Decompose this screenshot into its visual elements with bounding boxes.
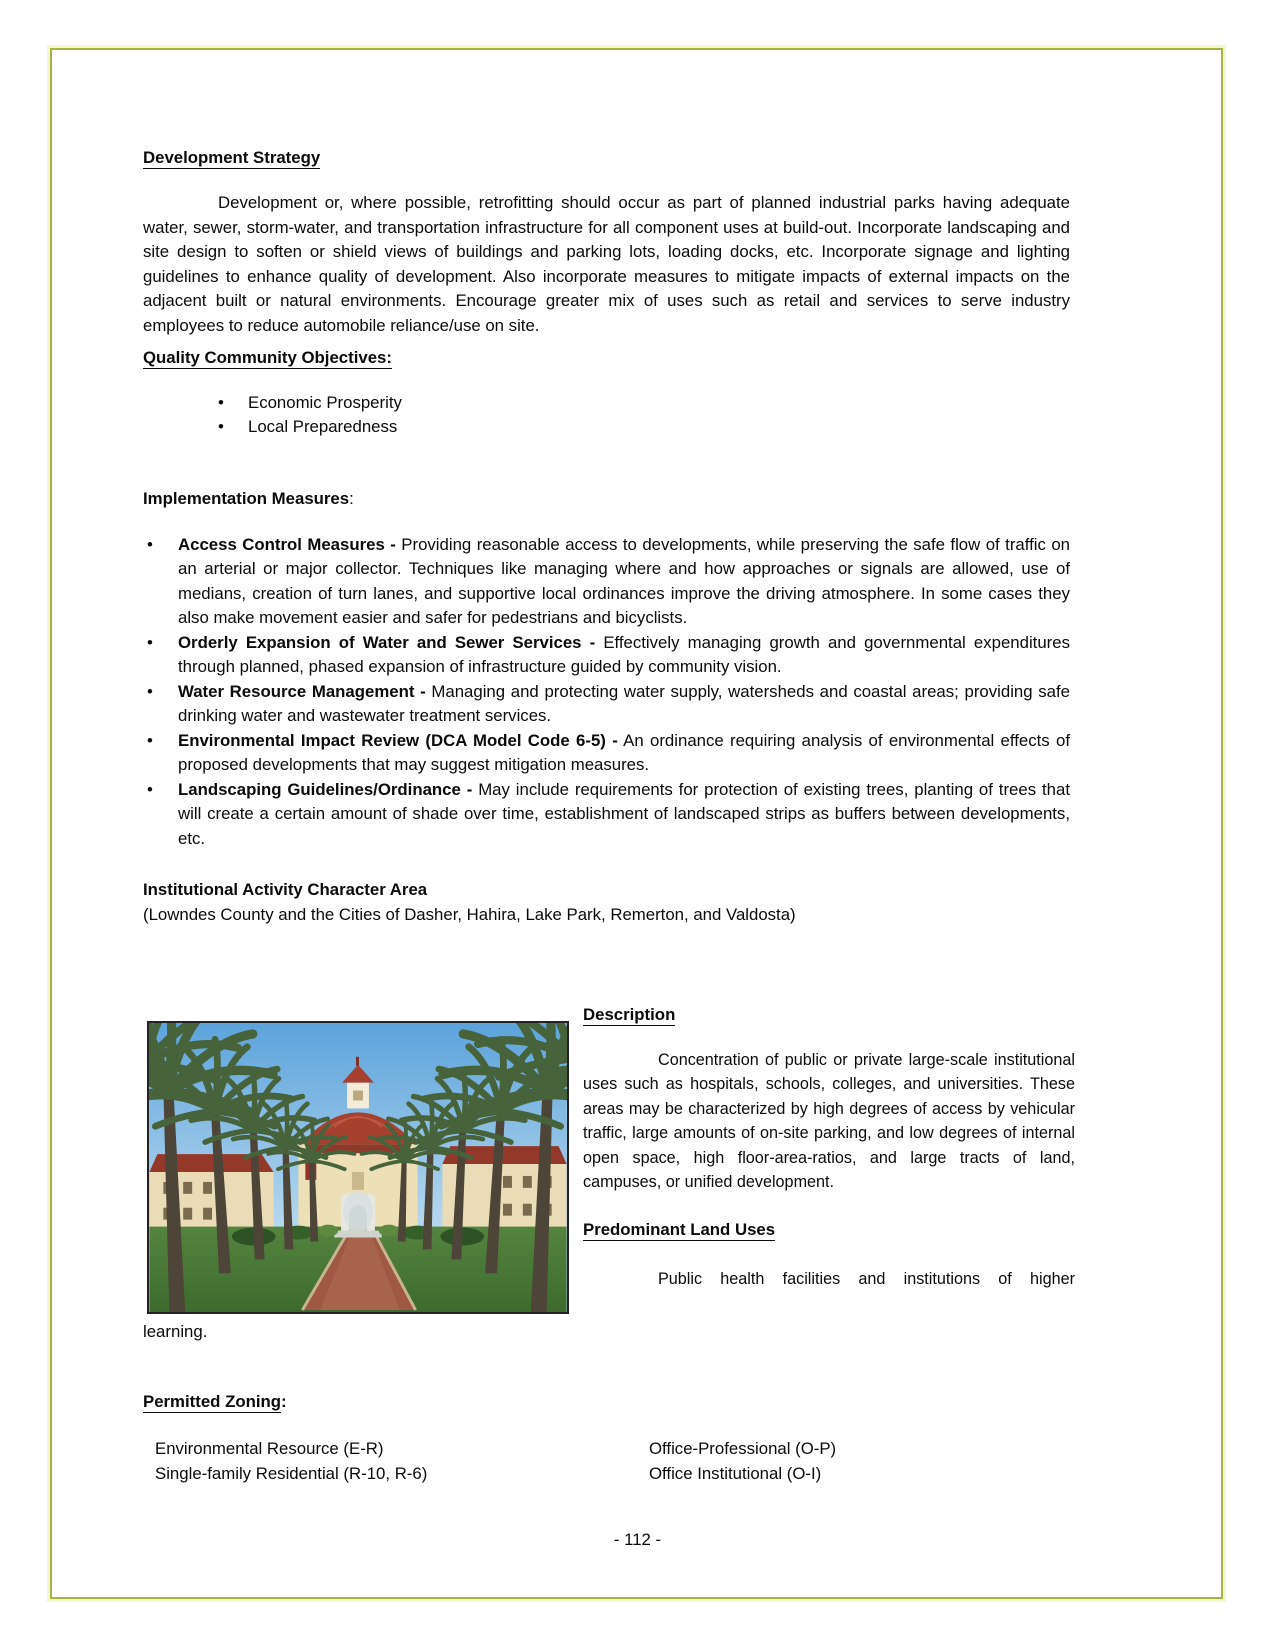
bullet-icon: •: [218, 417, 224, 436]
implementation-text: Providing reasonable access to developments, while preserving the safe flow of traffic on an arterial or major collector. Techniques like managing where and how approaches or signals are allowed, use of medians, creation of turn lanes, and supportive local ordinances improve the driving atmosphere. In some cases they also make movement easier and safer for pedestrians and bicyclists.: [178, 534, 1071, 627]
main-text-column: [143, 146, 1070, 928]
heading-implementation-measures: Implementation Measures:: [143, 488, 354, 508]
paragraph-development-strategy: Development or, where possible, retrofitting should occur as part of planned industrial parks having adequate water, sewer, storm-water, and transportation infrastructure for all component uses at build-out. Incorporate landscaping and site design to soften or shield views of buildings and parking lots, loading docks, etc. Incorporate signage and lighting guidelines to enhance quality of development. Also incorporate measures to mitigate impacts of external impacts on the adjacent built or natural environments. Encourage greater mix of uses such as retail and services to serve industry employees to reduce automobile reliance/use on site.: [143, 193, 1070, 335]
implementation-text: Managing and protecting water supply, watersheds and coastal areas; providing safe drinking water and wastewater treatment services.: [178, 681, 1071, 725]
implementation-item: [143, 778, 1070, 852]
implementation-text: Effectively managing growth and governmental expenditures through planned, phased expansion of infrastructure guided by community vision.: [178, 632, 1070, 676]
heading-quality-community-objectives: Quality Community Objectives:: [143, 348, 392, 367]
heading-development-strategy: Development Strategy: [143, 148, 321, 167]
campus-photo: [147, 1021, 569, 1314]
heading-description: Description: [583, 1005, 676, 1024]
bullet-icon: •: [147, 534, 153, 554]
implementation-item: [143, 533, 1070, 631]
zoning-item: Office-Professional (O-P): [649, 1439, 837, 1458]
implementation-term: Access Control Measures -: [178, 534, 396, 554]
implementation-item: [143, 631, 1070, 680]
objective-item: [218, 391, 1070, 416]
objective-label: Economic Prosperity: [248, 392, 402, 412]
bullet-icon: •: [147, 632, 153, 652]
objectives-list: [143, 391, 1070, 440]
implementation-item: [143, 729, 1070, 778]
bullet-icon: •: [147, 730, 153, 750]
implementation-item: [143, 680, 1070, 729]
page-number: - 112 -: [613, 1530, 662, 1549]
implementation-text: May include requirements for protection of existing trees, planting of trees that will create a certain amount of shade over time, establishment of landscaped strips as buffers between developments, etc.: [178, 779, 1070, 848]
implementation-term: Environmental Impact Review (DCA Model Code 6-5) -: [178, 730, 618, 750]
objective-item: [218, 415, 1070, 440]
implementation-measures-list: [143, 533, 1070, 852]
description-column: [583, 1003, 1075, 1292]
implementation-text: An ordinance requiring analysis of environmental effects of proposed developments that may suggest mitigation measures.: [178, 730, 1070, 774]
zoning-item: Single-family Residential (R-10, R-6): [155, 1463, 428, 1483]
implementation-term: Landscaping Guidelines/Ordinance -: [178, 779, 473, 799]
zoning-item: Environmental Resource (E-R): [155, 1439, 384, 1458]
bullet-icon: •: [218, 392, 224, 412]
objective-label: Local Preparedness: [248, 417, 398, 436]
heading-institutional-activity: Institutional Activity Character Area: [143, 880, 428, 899]
implementation-term: Water Resource Management -: [178, 681, 426, 701]
bullet-icon: •: [147, 779, 153, 799]
paragraph-description: Concentration of public or private large-scale institutional uses such as hospitals, schools, colleges, and universities. These areas may be characterized by high degrees of access by vehicular traffic, large amounts of on-site parking, and low degrees of internal open space, high floor-area-ratios, and large tracts of land, campuses, or unified development.: [583, 1050, 1075, 1191]
institutional-subtitle: (Lowndes County and the Cities of Dasher, Hahira, Lake Park, Remerton, and Valdosta): [143, 905, 796, 924]
zoning-left-column: [155, 1437, 427, 1486]
predominant-land-uses-continuation: learning.: [143, 1322, 208, 1341]
campus-photo-illustration: [149, 1023, 567, 1312]
predominant-land-uses-text: Public health facilities and institutions of higher: [658, 1270, 1075, 1288]
heading-predominant-land-uses: Predominant Land Uses: [583, 1220, 776, 1239]
heading-permitted-zoning: Permitted Zoning:: [143, 1392, 287, 1411]
implementation-term: Orderly Expansion of Water and Sewer Services -: [178, 632, 596, 652]
bullet-icon: •: [147, 681, 153, 701]
zoning-item: Office Institutional (O-I): [649, 1463, 822, 1483]
zoning-right-column: [649, 1437, 836, 1486]
